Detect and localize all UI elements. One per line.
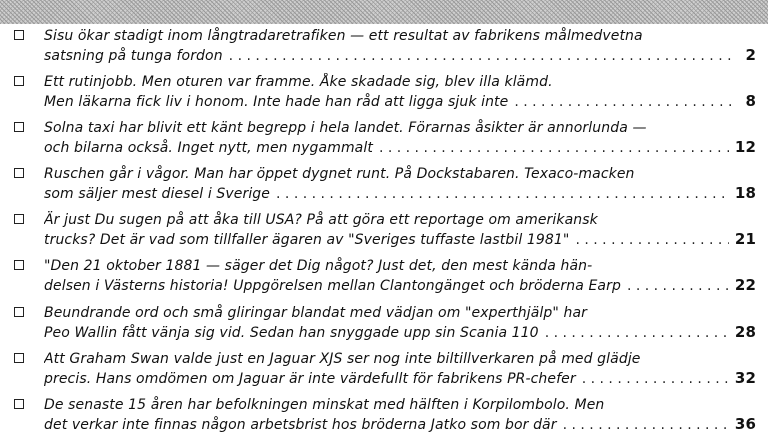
toc-entry <box>0 395 768 441</box>
checkbox[interactable] <box>14 76 24 86</box>
entry-text-line-2: och bilarna också. Inget nytt, men nygammalt <box>44 140 373 157</box>
dot-leader <box>514 93 732 111</box>
entry-text-line-1: De senaste 15 åren har befolkningen minskat med hälften i Korpilombolo. Men <box>44 396 605 413</box>
page-number: 2 <box>745 46 756 64</box>
toc-entry <box>0 72 768 118</box>
entry-text-line-2: satsning på tunga fordon <box>44 48 223 64</box>
entry-text-line-2: delsen i Västerns historia! Uppgörelsen mellan Clantongänget och bröderna Earp <box>44 278 621 295</box>
entry-text-line-2: precis. Hans omdömen om Jaguar är inte värdefullt för fabrikens PR-chefer <box>44 370 576 387</box>
toc-entry <box>0 349 768 395</box>
checkbox[interactable] <box>14 307 24 317</box>
page-number: 32 <box>734 368 756 387</box>
toc-entry <box>0 118 768 164</box>
toc-entry <box>0 303 768 349</box>
entry-text-line-2: Men läkarna fick liv i honom. Inte hade han råd att ligga sjuk inte <box>44 94 509 111</box>
toc-entry <box>0 26 768 72</box>
toc-entry <box>0 210 768 256</box>
toc-entry <box>0 164 768 210</box>
page-number: 36 <box>734 414 756 433</box>
entry-text-line-1: Är just Du sugen på att åka till USA? På att göra ett reportage om amerikansk <box>44 212 598 229</box>
page-number: 12 <box>734 138 756 157</box>
entry-text-line-1: "Den 21 oktober 1881 — säger det Dig något? Just det, den mest kända hän- <box>44 258 593 275</box>
checkbox[interactable] <box>14 30 24 40</box>
dot-leader <box>575 231 728 249</box>
dot-leader <box>545 324 729 342</box>
entry-text-line-1: Att Graham Swan valde just en Jaguar XJS ser nog inte biltillverkaren på med glädje <box>44 350 641 367</box>
dot-leader <box>379 139 729 157</box>
dot-leader <box>563 416 729 434</box>
checkbox[interactable] <box>14 168 24 178</box>
page-number: 28 <box>734 322 756 341</box>
dot-leader <box>276 185 729 203</box>
dot-leader <box>582 370 729 388</box>
entry-text-line-2: som säljer mest diesel i Sverige <box>44 186 271 203</box>
entry-text-line-1: Solna taxi har blivit ett känt begrepp i hela landet. Förarnas åsikter är annorlunda — <box>44 120 647 137</box>
entry-text-line-1: Ett rutinjobb. Men oturen var framme. Åke skadade sig, blev illa klämd. <box>44 74 553 91</box>
checkbox[interactable] <box>14 122 24 132</box>
table-of-contents <box>0 26 768 441</box>
entry-text-line-1: Ruschen går i vågor. Man har öppet dygnet runt. På Dockstabaren. Texaco-macken <box>44 166 635 183</box>
checkbox[interactable] <box>14 214 24 224</box>
page-number: 8 <box>745 92 756 111</box>
page-number: 21 <box>734 230 756 249</box>
checkbox[interactable] <box>14 353 24 363</box>
entry-text-line-1: Sisu ökar stadigt inom långtradaretrafiken — ett resultat av fabrikens målmedvetna <box>44 28 643 44</box>
toc-entry <box>0 256 768 302</box>
page-number: 22 <box>734 276 756 295</box>
entry-text-line-1: Beundrande ord och små gliringar blandat med vädjan om "experthjälp" har <box>44 304 587 321</box>
entry-text-line-2: det verkar inte finnas någon arbetsbrist hos bröderna Jatko som bor där <box>44 416 557 433</box>
header-pattern-band <box>0 0 768 24</box>
entry-text-line-2: Peo Wallin fått vänja sig vid. Sedan han snyggade upp sin Scania 110 <box>44 324 539 341</box>
entry-text-line-2: trucks? Det är vad som tillfaller ägaren av "Sveriges tuffaste lastbil 1981" <box>44 232 570 249</box>
dot-leader <box>229 47 732 65</box>
checkbox[interactable] <box>14 260 24 270</box>
checkbox[interactable] <box>14 399 24 409</box>
dot-leader <box>627 277 729 295</box>
page-number: 18 <box>734 184 756 203</box>
